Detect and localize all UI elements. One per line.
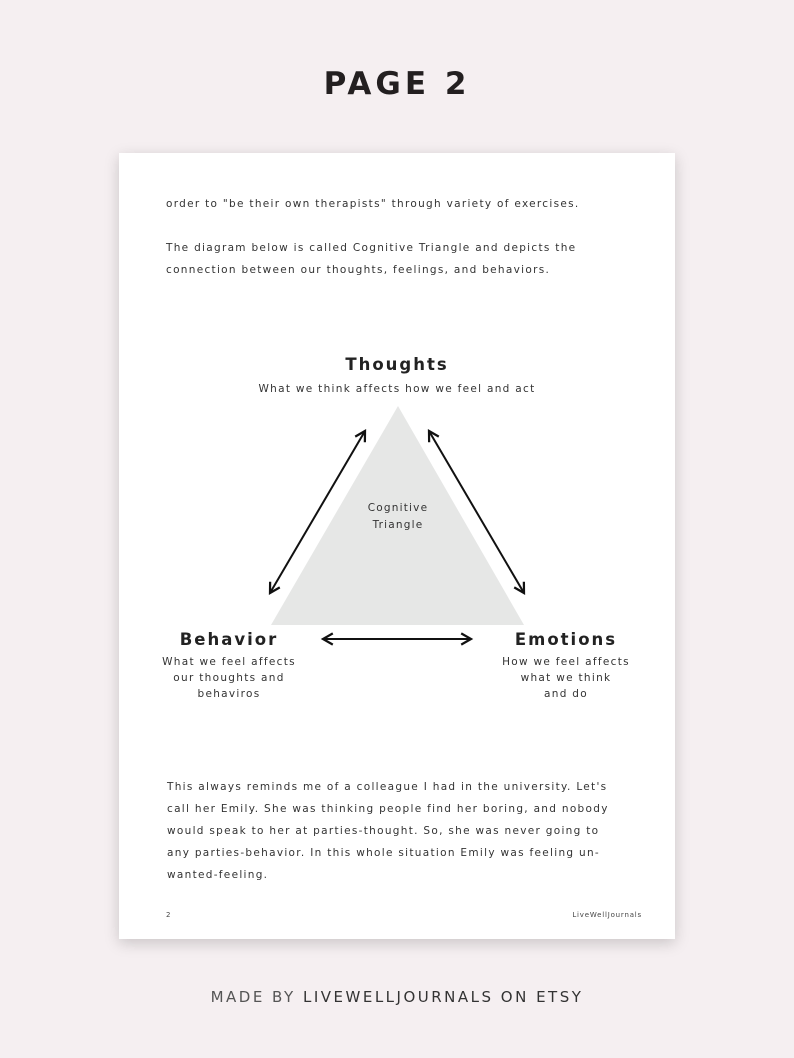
credit-brand: LIVEWELLJOURNALS ON ETSY [302, 988, 584, 1006]
text-line: what we think [520, 672, 612, 684]
text-line: and do [544, 688, 588, 700]
text-line: would speak to her at parties-thought. So, she was never going to [167, 825, 600, 837]
text-line: Cognitive [367, 502, 429, 514]
text-line: connection between our thoughts, feelings, and behaviors. [166, 264, 551, 276]
text-line: This always reminds me of a colleague I had in the university. Let's [167, 781, 608, 793]
text-line: our thoughts and [173, 672, 285, 684]
behavior-description [139, 654, 319, 702]
text-line: How we feel affects [502, 656, 630, 668]
emotions-description [476, 654, 656, 702]
thoughts-heading: Thoughts [345, 355, 449, 374]
text-line: Triangle [372, 519, 424, 531]
text-line: order to "be their own therapists" through variety of exercises. [166, 198, 580, 210]
behavior-heading: Behavior [179, 630, 279, 649]
text-line: behaviros [197, 688, 261, 700]
journal-page [119, 153, 675, 939]
triangle-center-label [344, 500, 452, 534]
credit-prefix: MADE BY [210, 988, 296, 1006]
text-line: wanted-feeling. [167, 869, 269, 881]
emotions-heading: Emotions [514, 630, 618, 649]
text-line: call her Emily. She was thinking people find her boring, and nobody [167, 803, 609, 815]
brand-footer: LiveWellJournals [572, 911, 642, 919]
text-line: The diagram below is called Cognitive Triangle and depicts the [166, 242, 577, 254]
text-line: any parties-behavior. In this whole situation Emily was feeling un- [167, 847, 601, 859]
thoughts-description [197, 381, 597, 397]
page-number: 2 [166, 911, 172, 919]
story-paragraph [167, 776, 609, 886]
text-line: What we think affects how we feel and act [258, 383, 536, 395]
page-title: PAGE 2 [323, 66, 471, 102]
credit-line [0, 988, 794, 1006]
text-line: What we feel affects [162, 656, 296, 668]
